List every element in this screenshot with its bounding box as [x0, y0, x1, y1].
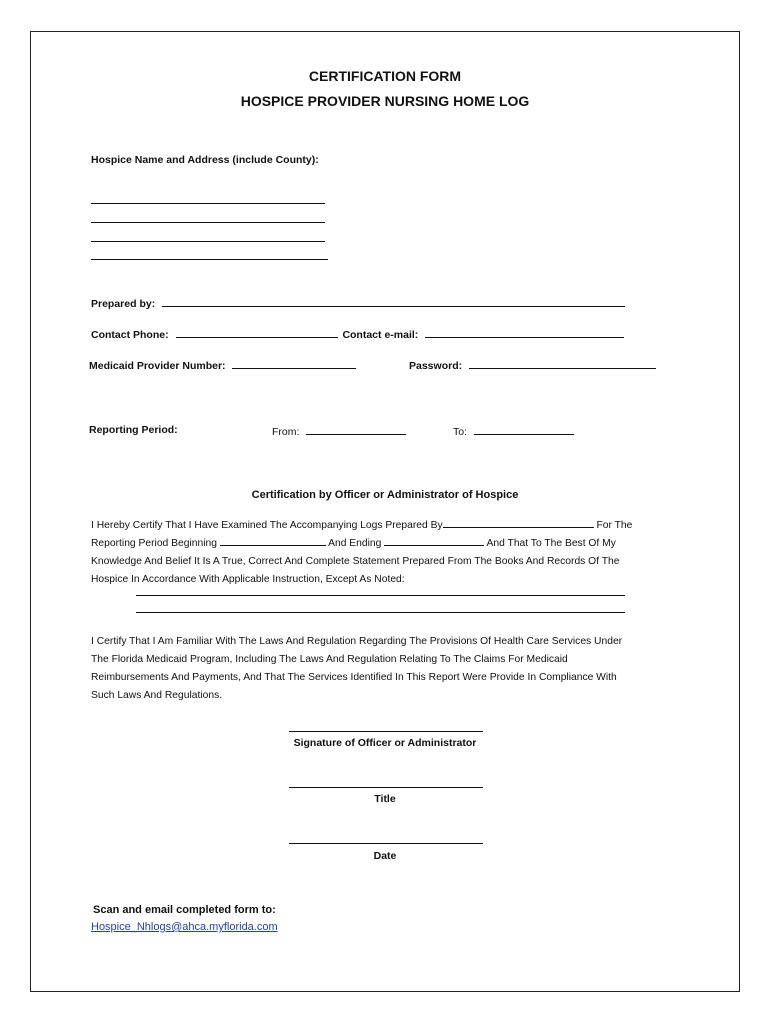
- para1-line2: [91, 535, 691, 553]
- signature-line[interactable]: [289, 731, 483, 732]
- contact-email-label: Contact e-mail:: [342, 329, 419, 341]
- period-beginning-label: Reporting Period Beginning: [91, 538, 217, 549]
- prepared-by-field[interactable]: [162, 296, 625, 307]
- period-beginning-blank[interactable]: [220, 535, 326, 546]
- para1-line3: Knowledge And Belief It Is A True, Correct And Complete Statement Prepared From The Books And Records Of The: [91, 556, 620, 567]
- exception-note-line-2[interactable]: [136, 612, 625, 613]
- from-label: From:: [272, 426, 300, 438]
- para2-line1: I Certify That I Am Familiar With The Laws And Regulation Regarding The Provisions Of Health Care Services Under: [91, 636, 623, 647]
- signature-label: Signature of Officer or Administrator: [293, 737, 477, 749]
- title-label: Title: [374, 793, 396, 805]
- para2-line2: The Florida Medicaid Program, Including The Laws And Regulation Relating To The Claims For Medicaid: [91, 654, 568, 665]
- exception-note-line-1[interactable]: [136, 595, 625, 596]
- para1-line2-end: And That To The Best Of My: [486, 538, 616, 549]
- form-title: CERTIFICATION FORM: [308, 68, 462, 84]
- medicaid-row: [89, 358, 356, 372]
- period-ending-label: And Ending: [328, 538, 382, 549]
- period-ending-blank[interactable]: [384, 535, 484, 546]
- reporting-period-label: Reporting Period:: [89, 424, 178, 436]
- para2-line4: Such Laws And Regulations.: [91, 690, 223, 701]
- password-row: [409, 358, 656, 372]
- contact-phone-field[interactable]: [176, 327, 338, 338]
- title-line[interactable]: [289, 787, 483, 788]
- para1-line1: [91, 517, 691, 535]
- form-page-border: [30, 31, 740, 992]
- hospice-address-line-2[interactable]: [91, 222, 325, 223]
- password-label: Password:: [409, 360, 463, 372]
- certification-paragraph-2: [91, 633, 691, 705]
- to-label: To:: [453, 426, 468, 438]
- to-field[interactable]: [474, 424, 574, 435]
- hospice-address-line-4[interactable]: [91, 259, 328, 260]
- para1-line1-text: I Hereby Certify That I Have Examined The Accompanying Logs Prepared By: [91, 520, 443, 531]
- para2-line3: Reimbursements And Payments, And That The Services Identified In This Report Were Provide In Compliance With: [91, 672, 617, 683]
- date-line[interactable]: [289, 843, 483, 844]
- from-row: [272, 424, 406, 438]
- submission-email-link[interactable]: Hospice_Nhlogs@ahca.myflorida.com: [91, 921, 278, 933]
- prepared-by-row: [91, 296, 625, 310]
- contact-row: [91, 327, 624, 341]
- from-field[interactable]: [306, 424, 406, 435]
- scan-email-instruction: Scan and email completed form to:: [93, 904, 276, 916]
- medicaid-provider-label: Medicaid Provider Number:: [89, 360, 226, 372]
- date-label: Date: [373, 850, 397, 862]
- contact-phone-label: Contact Phone:: [91, 329, 169, 341]
- hospice-name-label: Hospice Name and Address (include County):: [91, 154, 319, 166]
- contact-email-field[interactable]: [425, 327, 624, 338]
- hospice-address-line-3[interactable]: [91, 241, 325, 242]
- form-subtitle: HOSPICE PROVIDER NURSING HOME LOG: [240, 93, 530, 109]
- medicaid-provider-field[interactable]: [232, 358, 356, 369]
- prepared-by-label: Prepared by:: [91, 298, 156, 310]
- certification-paragraph-1: [91, 517, 691, 589]
- prepared-by-blank[interactable]: [443, 517, 594, 528]
- password-field[interactable]: [469, 358, 656, 369]
- to-row: [453, 424, 574, 438]
- certification-heading: Certification by Officer or Administrator of Hospice: [251, 489, 519, 501]
- hospice-address-line-1[interactable]: [91, 203, 325, 204]
- para1-line1-end: For The: [596, 520, 633, 531]
- para1-line4: Hospice In Accordance With Applicable Instruction, Except As Noted:: [91, 574, 405, 585]
